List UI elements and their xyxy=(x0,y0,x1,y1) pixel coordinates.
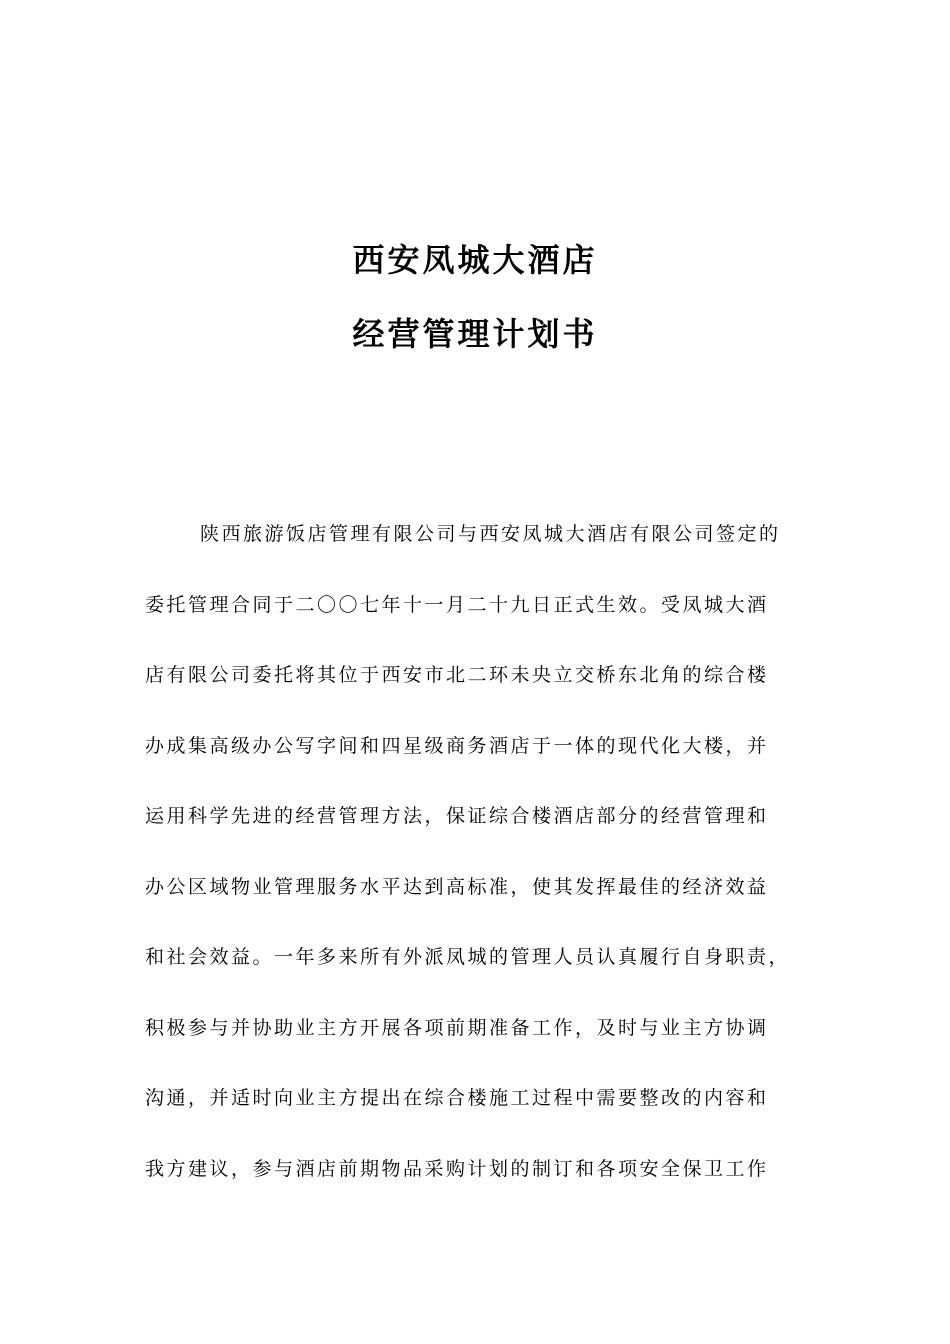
paragraph-line: 办成集高级办公写字间和四星级商务酒店于一体的现代化大楼，并 xyxy=(145,734,769,757)
paragraph-line: 陕西旅游饭店管理有限公司与西安凤城大酒店有限公司签定的 xyxy=(200,523,781,545)
paragraph-line: 运用科学先进的经营管理方法，保证综合楼酒店部分的经营管理和 xyxy=(145,805,769,827)
paragraph-line: 沟通，并适时向业主方提出在综合楼施工过程中需要整改的内容和 xyxy=(145,1087,769,1109)
paragraph-line: 和社会效益。一年多来所有外派凤城的管理人员认真履行自身职责， xyxy=(145,946,791,968)
paragraph-line: 办公区域物业管理服务水平达到高标准，使其发挥最佳的经济效益 xyxy=(145,875,769,898)
paragraph-line: 委托管理合同于二〇〇七年十一月二十九日正式生效。受凤城大酒 xyxy=(145,593,769,616)
document-title xyxy=(0,240,950,354)
title-line-hotel-name: 西安凤城大酒店 xyxy=(352,241,598,279)
title-line-plan-name: 经营管理计划书 xyxy=(352,315,598,353)
paragraph-line: 积极参与并协助业主方开展各项前期准备工作，及时与业主方协调 xyxy=(145,1016,769,1039)
paragraph-line: 我方建议，参与酒店前期物品采购计划的制订和各项安全保卫工作 xyxy=(145,1157,769,1180)
body-paragraph xyxy=(145,517,825,1222)
paragraph-line: 店有限公司委托将其位于西安市北二环未央立交桥东北角的综合楼 xyxy=(145,664,769,686)
